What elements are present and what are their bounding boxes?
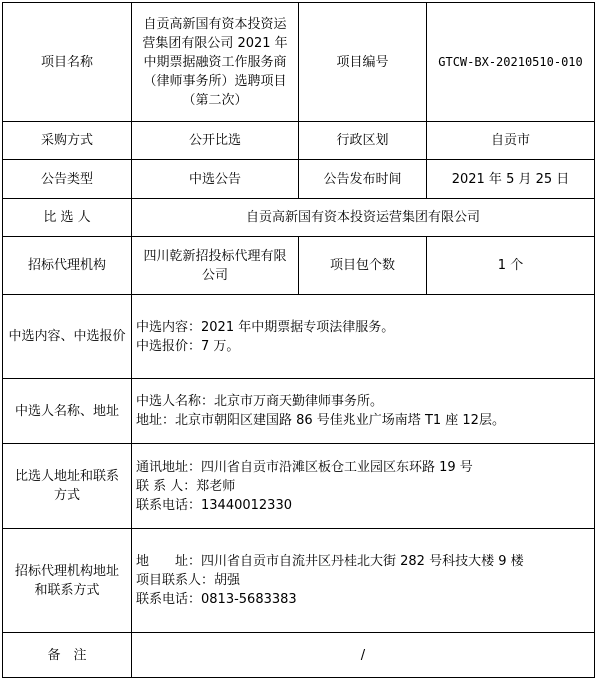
row-notice-type [3, 160, 595, 199]
project-number-value: GTCW-BX-20210510-010 [427, 3, 595, 122]
selector-contact-value: 通讯地址：四川省自贡市沿滩区板仓工业园区东环路 19 号 联 系 人：郑老师 联系电话：13440012330 [132, 444, 595, 529]
project-name-label: 项目名称 [3, 3, 132, 122]
selector-value: 自贡高新国有资本投资运营集团有限公司 [132, 199, 595, 237]
content-price-label: 中选内容、中选报价 [3, 295, 132, 379]
agency-contact-label: 招标代理机构地址 和联系方式 [3, 529, 132, 633]
agency-label: 招标代理机构 [3, 237, 132, 295]
content-price-value: 中选内容：2021 年中期票据专项法律服务。 中选报价：7 万。 [132, 295, 595, 379]
procurement-method-label: 采购方式 [3, 122, 132, 160]
agency-value: 四川乾新招投标代理有限 公司 [132, 237, 299, 295]
row-agency-contact [3, 529, 595, 633]
selector-label: 比 选 人 [3, 199, 132, 237]
row-procurement [3, 122, 595, 160]
lot-count-label: 项目包个数 [299, 237, 427, 295]
remarks-value: / [132, 633, 595, 678]
notice-type-label: 公告类型 [3, 160, 132, 199]
publish-time-label: 公告发布时间 [299, 160, 427, 199]
publish-time-value: 2021 年 5 月 25 日 [427, 160, 595, 199]
row-remarks [3, 633, 595, 678]
admin-region-label: 行政区划 [299, 122, 427, 160]
admin-region-value: 自贡市 [427, 122, 595, 160]
agency-contact-value: 地 址：四川省自贡市自流井区丹桂北大街 282 号科技大楼 9 楼 项目联系人：胡强 联系电话：0813-5683383 [132, 529, 595, 633]
project-number-label: 项目编号 [299, 3, 427, 122]
winner-value: 中选人名称：北京市万商天勤律师事务所。 地址：北京市朝阳区建国路 86 号佳兆业广场南塔 T1 座 12层。 [132, 379, 595, 444]
selector-contact-label: 比选人地址和联系 方式 [3, 444, 132, 529]
remarks-label: 备 注 [3, 633, 132, 678]
procurement-method-value: 公开比选 [132, 122, 299, 160]
row-agency [3, 237, 595, 295]
row-project-name [3, 3, 595, 122]
row-content-price [3, 295, 595, 379]
row-selector [3, 199, 595, 237]
lot-count-value: 1 个 [427, 237, 595, 295]
announcement-table [2, 2, 595, 678]
winner-label: 中选人名称、地址 [3, 379, 132, 444]
notice-type-value: 中选公告 [132, 160, 299, 199]
row-selector-contact [3, 444, 595, 529]
row-winner [3, 379, 595, 444]
project-name-value: 自贡高新国有资本投资运 营集团有限公司 2021 年 中期票据融资工作服务商 （律师事务所）选聘项目 （第二次） [132, 3, 299, 122]
